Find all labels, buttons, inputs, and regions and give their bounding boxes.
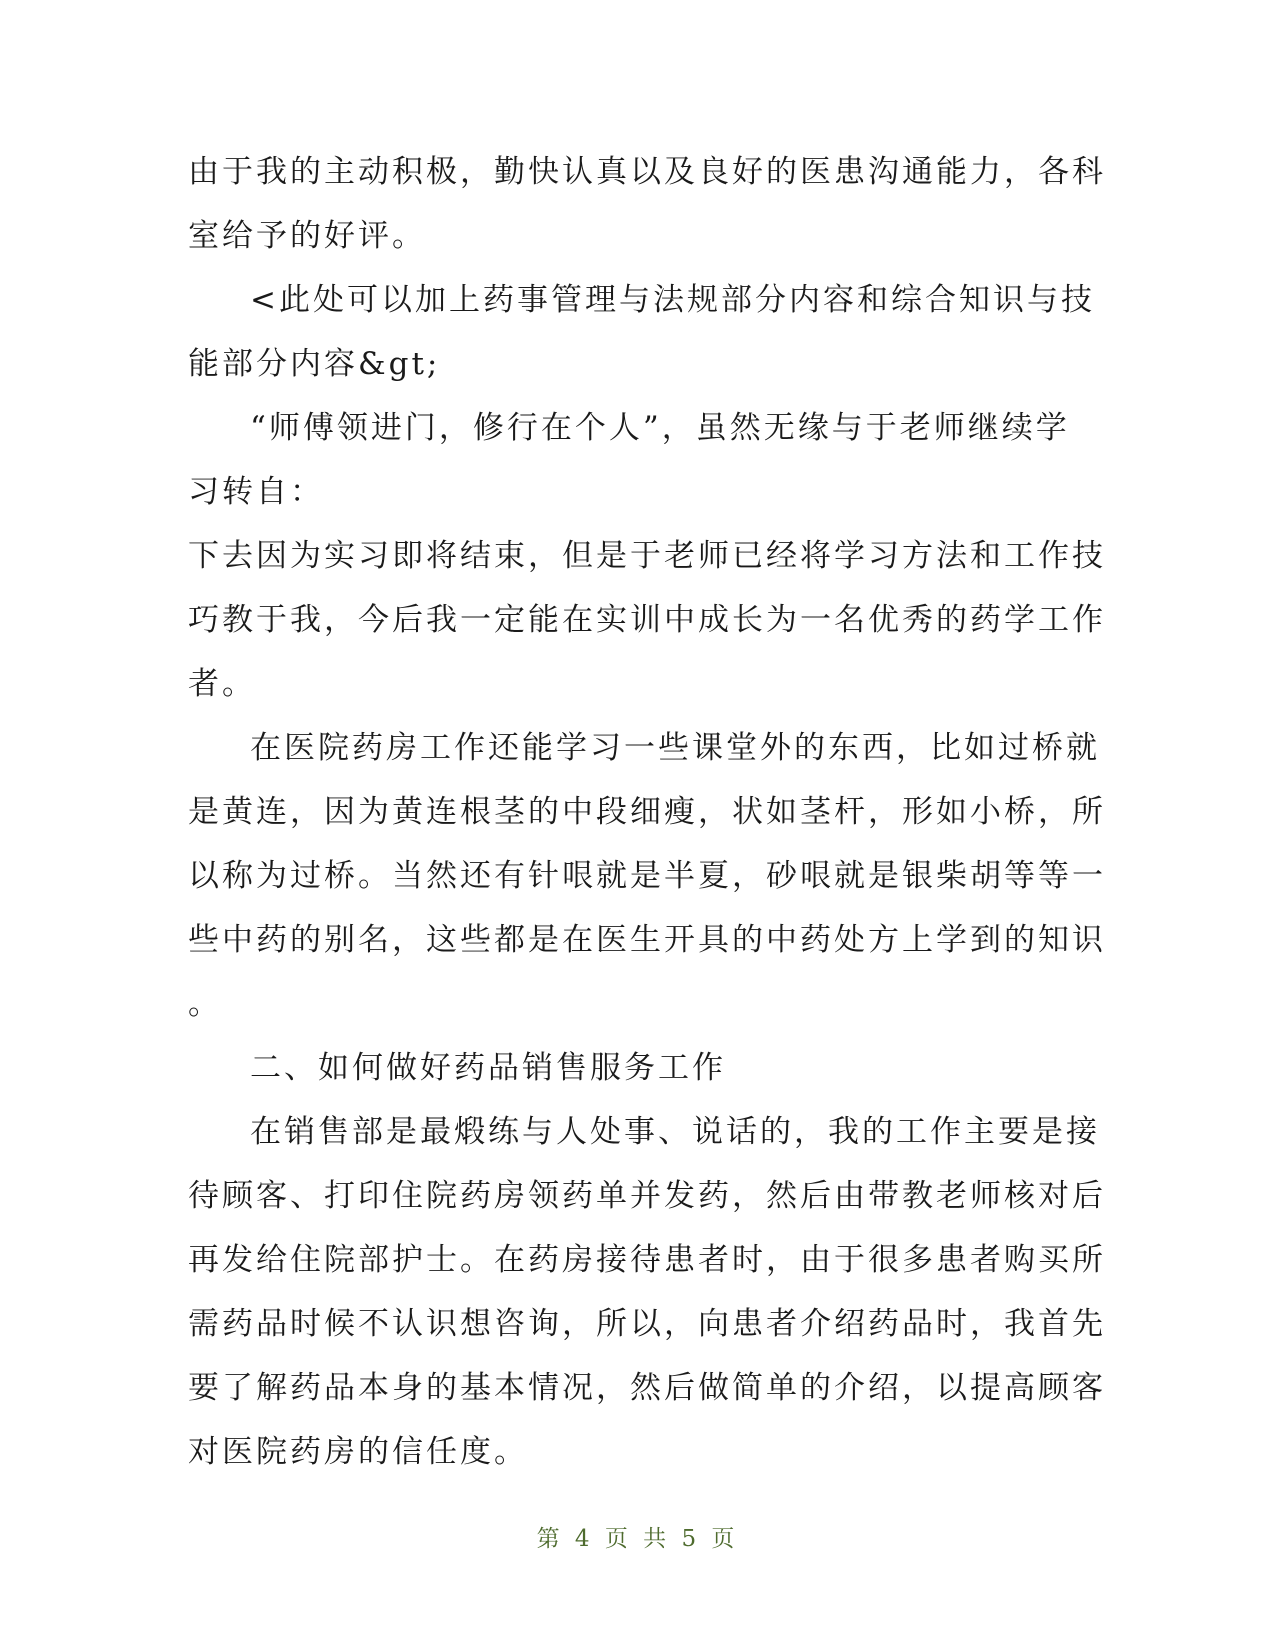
text-line: 者。 xyxy=(188,666,256,702)
text-line: 室给予的好评。 xyxy=(188,218,426,254)
text-line: 待顾客、打印住院药房领药单并发药，然后由带教老师核对后 xyxy=(188,1178,1106,1214)
document-body xyxy=(188,140,1106,1484)
text-line: 习转自： xyxy=(188,474,324,510)
text-line: 些中药的别名，这些都是在医生开具的中药处方上学到的知识 xyxy=(188,922,1106,958)
text-line: 对医院药房的信任度。 xyxy=(188,1434,528,1470)
text-line: 是黄连，因为黄连根茎的中段细瘦，状如茎杆，形如小桥，所 xyxy=(188,794,1106,830)
text-line: 再发给住院部护士。在药房接待患者时，由于很多患者购买所 xyxy=(188,1242,1106,1278)
text-line: <此处可以加上药事管理与法规部分内容和综合知识与技 xyxy=(250,282,1095,318)
text-line: 能部分内容&gt; xyxy=(188,346,441,382)
text-line: 要了解药品本身的基本情况，然后做简单的介绍，以提高顾客 xyxy=(188,1370,1106,1406)
text-line: 。 xyxy=(188,986,222,1022)
text-line: 下去因为实习即将结束，但是于老师已经将学习方法和工作技 xyxy=(188,538,1106,574)
text-line: 在医院药房工作还能学习一些课堂外的东西，比如过桥就 xyxy=(250,730,1100,766)
text-line: 以称为过桥。当然还有针哏就是半夏，砂哏就是银柴胡等等一 xyxy=(188,858,1106,894)
text-line: 巧教于我，今后我一定能在实训中成长为一名优秀的药学工作 xyxy=(188,602,1106,638)
text-line: “师傅领进门，修行在个人”，虽然无缘与于老师继续学 xyxy=(250,410,1070,446)
page-footer: 第 4 页 共 5 页 xyxy=(536,1526,739,1552)
text-line: 在销售部是最煅练与人处事、说话的，我的工作主要是接 xyxy=(250,1114,1100,1150)
text-line: 需药品时候不认识想咨询，所以，向患者介绍药品时，我首先 xyxy=(188,1306,1106,1342)
section-heading: 二、如何做好药品销售服务工作 xyxy=(250,1050,726,1086)
text-line: 由于我的主动积极，勤快认真以及良好的医患沟通能力，各科 xyxy=(188,154,1106,190)
